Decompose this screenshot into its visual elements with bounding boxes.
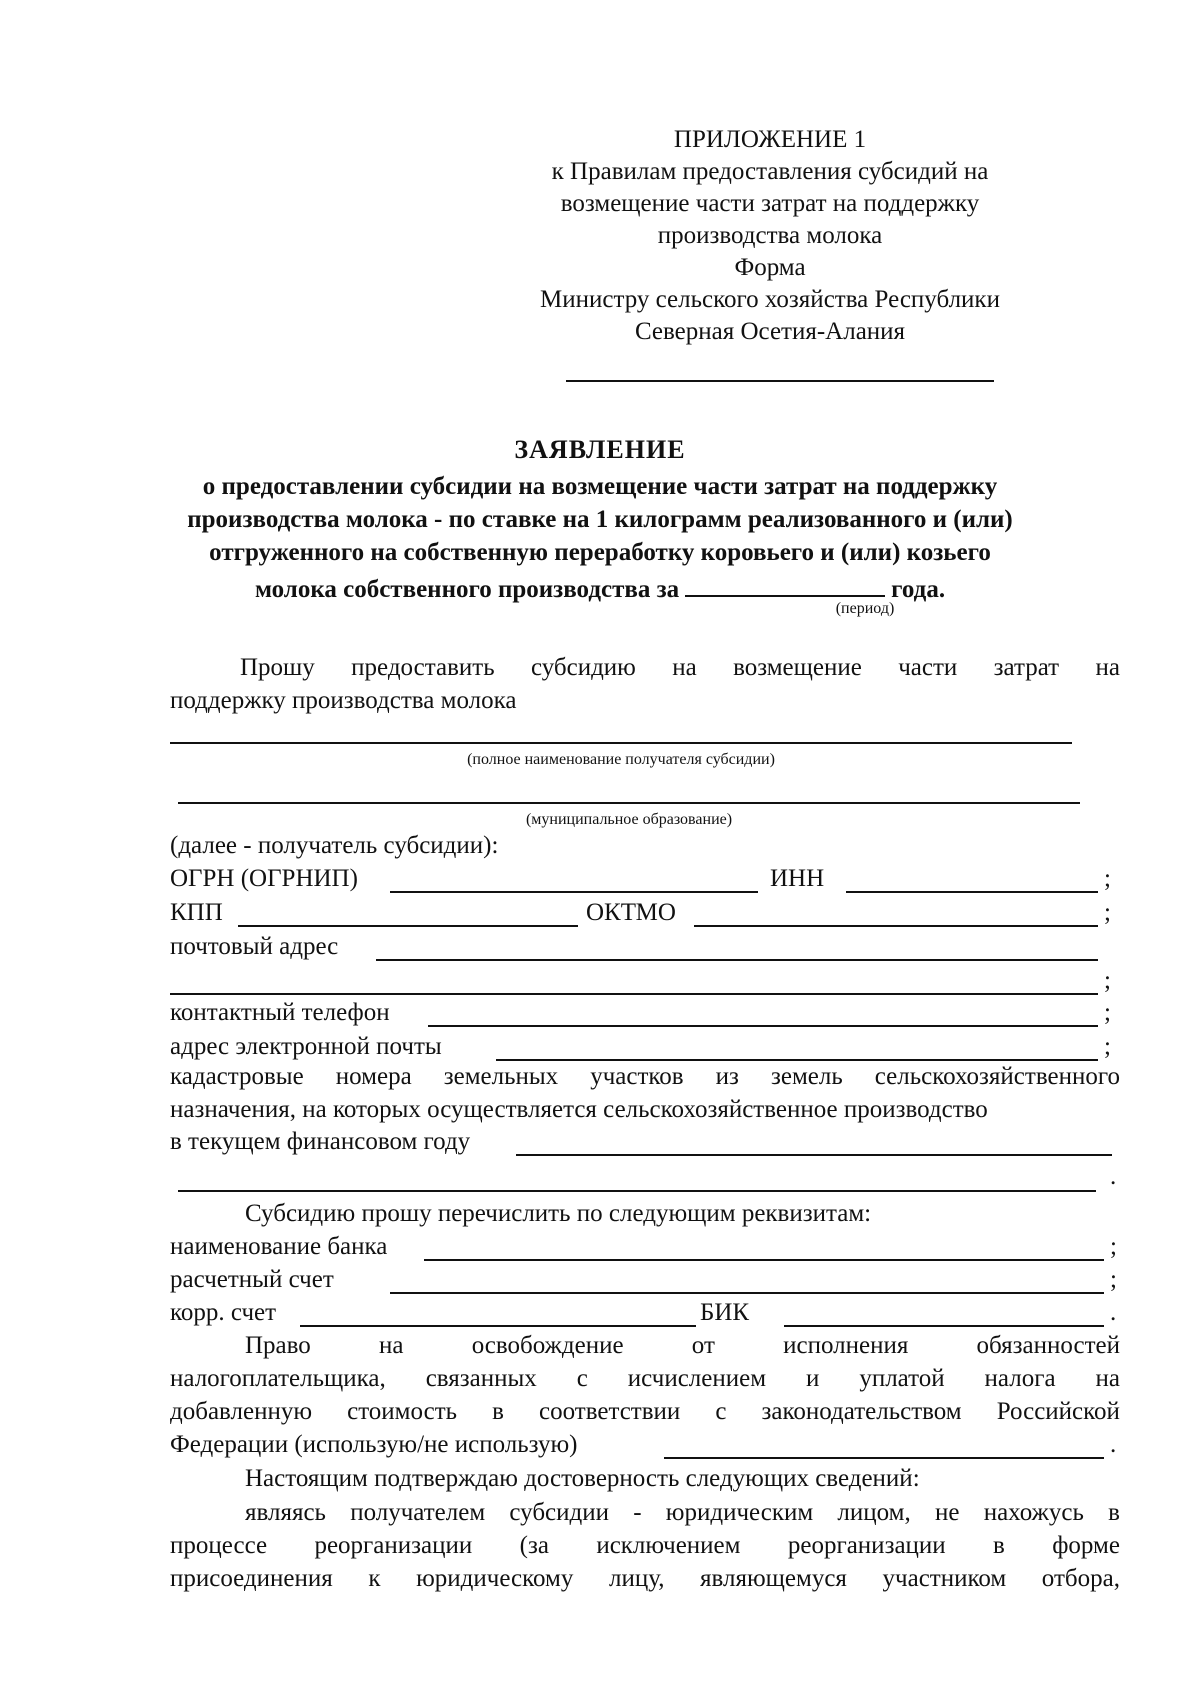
appendix-line: Министру сельского хозяйства Республики xyxy=(540,286,1000,313)
word: возмещение xyxy=(733,654,862,681)
semicolon: ; xyxy=(1104,999,1111,1026)
oktmo-label: ОКТМО xyxy=(586,899,676,926)
cadastral-line-1 xyxy=(170,1064,1120,1089)
statement-subtitle-line: производства молока - по ставке на 1 килограмм реализованного и (или) xyxy=(187,506,1013,533)
confirm-line-3 xyxy=(170,1566,1120,1591)
postal-label: почтовый адрес xyxy=(170,933,339,960)
bank-name-input[interactable] xyxy=(424,1259,1104,1261)
word: с xyxy=(576,1365,588,1392)
word: отбора, xyxy=(1041,1565,1120,1592)
word: являясь xyxy=(245,1499,326,1526)
period-mark: . xyxy=(1110,1299,1117,1326)
word: на xyxy=(1095,654,1120,681)
appendix-line: Северная Осетия-Алания xyxy=(634,318,906,345)
cadastral-line-3: в текущем финансовом году xyxy=(170,1128,471,1155)
word: кадастровые xyxy=(170,1063,304,1090)
municipality-input[interactable] xyxy=(178,802,1080,804)
word: (за xyxy=(519,1532,549,1559)
semicolon: ; xyxy=(1104,865,1111,892)
word: - xyxy=(633,1499,642,1526)
word: с xyxy=(715,1398,727,1425)
bank-intro: Субсидию прошу перечислить по следующим реквизитам: xyxy=(245,1200,872,1227)
semicolon: ; xyxy=(1104,899,1111,926)
email-input[interactable] xyxy=(496,1059,1098,1061)
inn-input[interactable] xyxy=(846,891,1098,893)
word: юридическим xyxy=(665,1499,814,1526)
word: к xyxy=(368,1565,381,1592)
postal-input[interactable] xyxy=(376,959,1098,961)
word: являющемуся xyxy=(700,1565,847,1592)
period-mark: . xyxy=(1110,1431,1117,1458)
word: в xyxy=(1108,1499,1120,1526)
cadastral-input[interactable] xyxy=(516,1154,1112,1156)
word: сельскохозяйственного xyxy=(874,1063,1120,1090)
vat-line-4: Федерации (использую/не использую) xyxy=(170,1431,578,1458)
request-line-2: поддержку производства молока xyxy=(170,687,517,714)
recipient-name-caption: (полное наименование получателя субсидии) xyxy=(467,751,775,768)
account-input[interactable] xyxy=(390,1292,1104,1294)
semicolon: ; xyxy=(1104,967,1111,994)
word: добавленную xyxy=(170,1398,313,1425)
word: затрат xyxy=(993,654,1060,681)
word: на xyxy=(1095,1365,1120,1392)
semicolon: ; xyxy=(1110,1266,1117,1293)
word: лицом, xyxy=(837,1499,911,1526)
word: форме xyxy=(1052,1532,1120,1559)
word: номера xyxy=(335,1063,412,1090)
statement-subtitle-line: о предоставлении субсидии на возмещение части затрат на поддержку xyxy=(202,473,998,500)
statement-line4-end: года. xyxy=(891,576,946,603)
municipality-caption: (муниципальное образование) xyxy=(525,811,733,828)
appendix-line: производства молока xyxy=(657,222,883,249)
oktmo-input[interactable] xyxy=(694,925,1098,927)
corr-account-label: корр. счет xyxy=(170,1299,277,1326)
cadastral-line-2: назначения, на которых осуществляется сельскохозяйственное производство xyxy=(170,1096,988,1123)
confirm-line-1 xyxy=(245,1500,1120,1525)
word: исчислением xyxy=(627,1365,767,1392)
word: части xyxy=(898,654,958,681)
kpp-input[interactable] xyxy=(238,925,578,927)
word: не xyxy=(934,1499,960,1526)
word: присоединения xyxy=(170,1565,333,1592)
word: связанных xyxy=(425,1365,537,1392)
appendix-header xyxy=(500,124,1040,348)
word: предоставить xyxy=(351,654,495,681)
word: от xyxy=(691,1332,715,1359)
word: исключением xyxy=(596,1532,741,1559)
word: на xyxy=(379,1332,404,1359)
word: Прошу xyxy=(240,654,315,681)
semicolon: ; xyxy=(1110,1233,1117,1260)
period-caption: (период) xyxy=(835,600,895,617)
word: на xyxy=(672,654,697,681)
word: в xyxy=(993,1532,1005,1559)
confirm-intro: Настоящим подтверждаю достоверность следующих сведений: xyxy=(245,1465,920,1492)
statement-line4-start: молока собственного производства за xyxy=(254,576,680,603)
semicolon: ; xyxy=(1104,1033,1111,1060)
bik-input[interactable] xyxy=(784,1325,1104,1327)
vat-line-2 xyxy=(170,1366,1120,1391)
word: юридическому xyxy=(416,1565,574,1592)
word: земель xyxy=(770,1063,843,1090)
postal-input-continued[interactable] xyxy=(170,993,1098,995)
word: реорганизации xyxy=(314,1532,473,1559)
word: обязанностей xyxy=(976,1332,1120,1359)
word: получателем xyxy=(350,1499,486,1526)
minister-name-blank[interactable] xyxy=(566,380,994,382)
word: нахожусь xyxy=(983,1499,1084,1526)
word: стоимость xyxy=(347,1398,458,1425)
period-blank[interactable] xyxy=(685,573,885,597)
confirm-line-2 xyxy=(170,1533,1120,1558)
statement-subtitle-line xyxy=(0,573,1200,602)
phone-label: контактный телефон xyxy=(170,999,390,1026)
word: и xyxy=(806,1365,820,1392)
word: освобождение xyxy=(471,1332,624,1359)
recipient-name-input[interactable] xyxy=(170,742,1072,744)
word: налогоплательщика, xyxy=(170,1365,386,1392)
word: участков xyxy=(590,1063,684,1090)
vat-line-1 xyxy=(245,1333,1120,1358)
word: из xyxy=(715,1063,739,1090)
appendix-line: возмещение части затрат на поддержку xyxy=(560,190,980,217)
cadastral-input-continued[interactable] xyxy=(178,1190,1096,1192)
account-label: расчетный счет xyxy=(170,1266,334,1293)
word: законодательством xyxy=(761,1398,962,1425)
inn-label: ИНН xyxy=(770,865,825,892)
word: исполнения xyxy=(783,1332,909,1359)
word: в xyxy=(492,1398,504,1425)
email-label: адрес электронной почты xyxy=(170,1033,442,1060)
word: уплатой xyxy=(859,1365,945,1392)
vat-usage-input[interactable] xyxy=(664,1457,1104,1459)
word: субсидию xyxy=(530,654,636,681)
vat-line-3 xyxy=(170,1399,1120,1424)
word: налога xyxy=(984,1365,1056,1392)
appendix-line: Форма xyxy=(734,254,806,281)
statement-heading: ЗАЯВЛЕНИЕ xyxy=(514,435,686,464)
word: соответствии xyxy=(539,1398,681,1425)
appendix-title: ПРИЛОЖЕНИЕ 1 xyxy=(673,126,867,153)
ogrn-label: ОГРН (ОГРНИП) xyxy=(170,865,358,892)
word: участником xyxy=(882,1565,1007,1592)
phone-input[interactable] xyxy=(428,1025,1098,1027)
bik-label: БИК xyxy=(700,1299,750,1326)
statement-subtitle-line: отгруженного на собственную переработку коровьего и (или) козьего xyxy=(209,539,991,566)
word: лицу, xyxy=(608,1565,665,1592)
hereinafter-text: (далее - получатель субсидии): xyxy=(170,832,499,859)
appendix-line: к Правилам предоставления субсидий на xyxy=(551,158,989,185)
word: реорганизации xyxy=(787,1532,946,1559)
word: Российской xyxy=(996,1398,1120,1425)
request-line-1 xyxy=(240,655,1120,680)
word: земельных xyxy=(443,1063,559,1090)
corr-account-input[interactable] xyxy=(300,1325,696,1327)
kpp-label: КПП xyxy=(170,899,223,926)
bank-name-label: наименование банка xyxy=(170,1233,388,1260)
word: субсидии xyxy=(509,1499,609,1526)
period-mark: . xyxy=(1110,1163,1117,1190)
word: процессе xyxy=(170,1532,268,1559)
ogrn-input[interactable] xyxy=(390,891,758,893)
word: Право xyxy=(245,1332,311,1359)
